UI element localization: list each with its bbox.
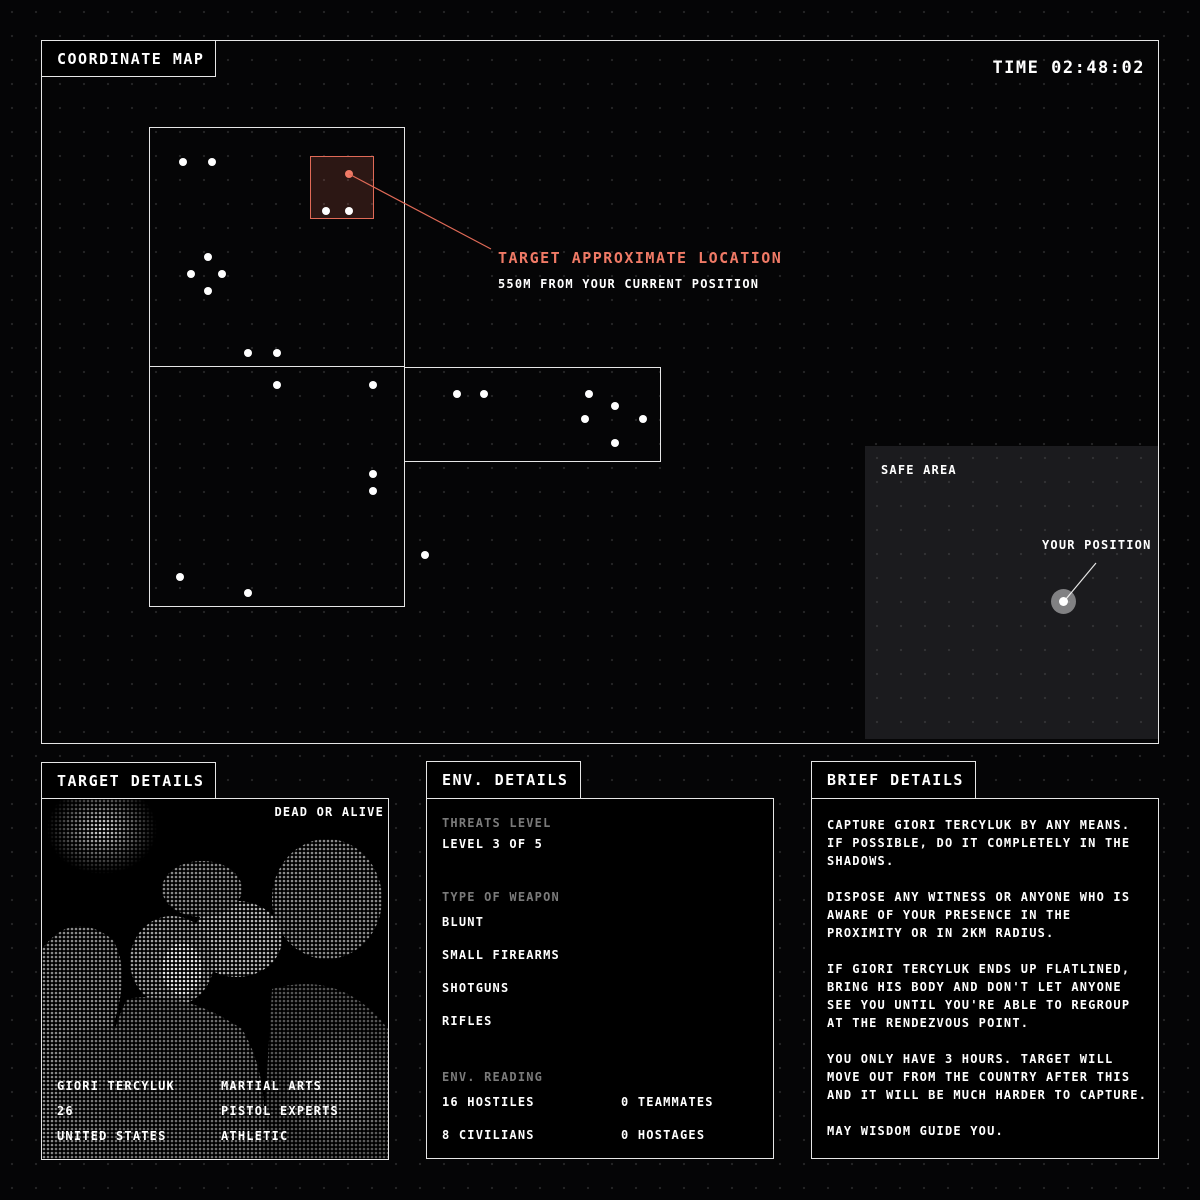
brief-details-panel	[811, 798, 1159, 1159]
target-skill: PISTOL EXPERTS	[221, 1104, 339, 1118]
weapon-type-heading: TYPE OF WEAPON	[442, 890, 560, 904]
coordinate-map-title: COORDINATE MAP	[41, 40, 216, 77]
map-marker	[218, 270, 226, 278]
env-details-title: ENV. DETAILS	[426, 761, 581, 799]
target-details-title: TARGET DETAILS	[41, 762, 216, 799]
target-age: 26	[57, 1104, 74, 1118]
map-marker	[453, 390, 461, 398]
env-reading-heading: ENV. READING	[442, 1070, 544, 1084]
target-marker[interactable]	[345, 170, 353, 178]
map-marker	[345, 207, 353, 215]
map-marker	[208, 158, 216, 166]
brief-paragraph: MAY WISDOM GUIDE YOU.	[827, 1124, 1004, 1138]
brief-paragraph: DISPOSE ANY WITNESS OR ANYONE WHO IS AWARE OF YOUR PRESENCE IN THE PROXIMITY OR IN 2KM RADIUS.	[827, 890, 1131, 940]
teammates-count: 0 TEAMMATES	[621, 1095, 714, 1109]
map-marker	[204, 287, 212, 295]
your-position-marker[interactable]	[1059, 597, 1068, 606]
env-details-panel	[426, 798, 774, 1159]
map-marker	[322, 207, 330, 215]
map-marker	[273, 381, 281, 389]
target-name: GIORI TERCYLUK	[57, 1079, 175, 1093]
target-status-badge: DEAD OR ALIVE	[274, 805, 384, 819]
map-marker	[176, 573, 184, 581]
threats-level-value: LEVEL 3 OF 5	[442, 837, 544, 851]
your-position-label: YOUR POSITION	[1042, 538, 1152, 552]
weapon-item: SHOTGUNS	[442, 981, 510, 995]
brief-paragraph: YOU ONLY HAVE 3 HOURS. TARGET WILL MOVE OUT FROM THE COUNTRY AFTER THIS AND IT WILL BE MUCH HARDER TO CAPTURE.	[827, 1052, 1148, 1102]
safe-area-label: SAFE AREA	[881, 463, 957, 477]
brief-details-title: BRIEF DETAILS	[811, 761, 976, 799]
target-area-highlight[interactable]	[310, 156, 374, 219]
map-marker	[369, 487, 377, 495]
safe-area[interactable]	[865, 446, 1158, 739]
map-marker	[273, 349, 281, 357]
map-marker	[244, 589, 252, 597]
target-location-label: TARGET APPROXIMATE LOCATION	[498, 249, 783, 267]
target-skill: MARTIAL ARTS	[221, 1079, 323, 1093]
map-marker	[179, 158, 187, 166]
weapon-item: BLUNT	[442, 915, 485, 929]
map-marker	[187, 270, 195, 278]
weapon-item: RIFLES	[442, 1014, 493, 1028]
target-distance: 550M FROM YOUR CURRENT POSITION	[498, 277, 760, 291]
map-marker	[611, 402, 619, 410]
mission-timer: TIME 02:48:02	[992, 58, 1145, 78]
target-details-panel	[41, 798, 389, 1160]
civilians-count: 8 CIVILIANS	[442, 1128, 535, 1142]
map-marker	[639, 415, 647, 423]
map-zone-south[interactable]	[149, 366, 405, 607]
hostiles-count: 16 HOSTILES	[442, 1095, 535, 1109]
brief-paragraph: CAPTURE GIORI TERCYLUK BY ANY MEANS. IF POSSIBLE, DO IT COMPLETELY IN THE SHADOWS.	[827, 818, 1131, 868]
map-marker	[369, 381, 377, 389]
map-zone-east[interactable]	[404, 367, 661, 462]
map-marker	[421, 551, 429, 559]
target-skill: ATHLETIC	[221, 1129, 289, 1143]
map-marker	[581, 415, 589, 423]
map-marker	[369, 470, 377, 478]
weapon-item: SMALL FIREARMS	[442, 948, 560, 962]
threats-level-heading: THREATS LEVEL	[442, 816, 552, 830]
hostages-count: 0 HOSTAGES	[621, 1128, 706, 1142]
map-marker	[244, 349, 252, 357]
map-marker	[585, 390, 593, 398]
map-marker	[480, 390, 488, 398]
target-country: UNITED STATES	[57, 1129, 167, 1143]
brief-paragraph: IF GIORI TERCYLUK ENDS UP FLATLINED, BRING HIS BODY AND DON'T LET ANYONE SEE YOU UNTIL YOU'RE ABLE TO REGROUP AT THE RENDEZVOUS POINT.	[827, 962, 1131, 1030]
map-marker	[611, 439, 619, 447]
map-marker	[204, 253, 212, 261]
